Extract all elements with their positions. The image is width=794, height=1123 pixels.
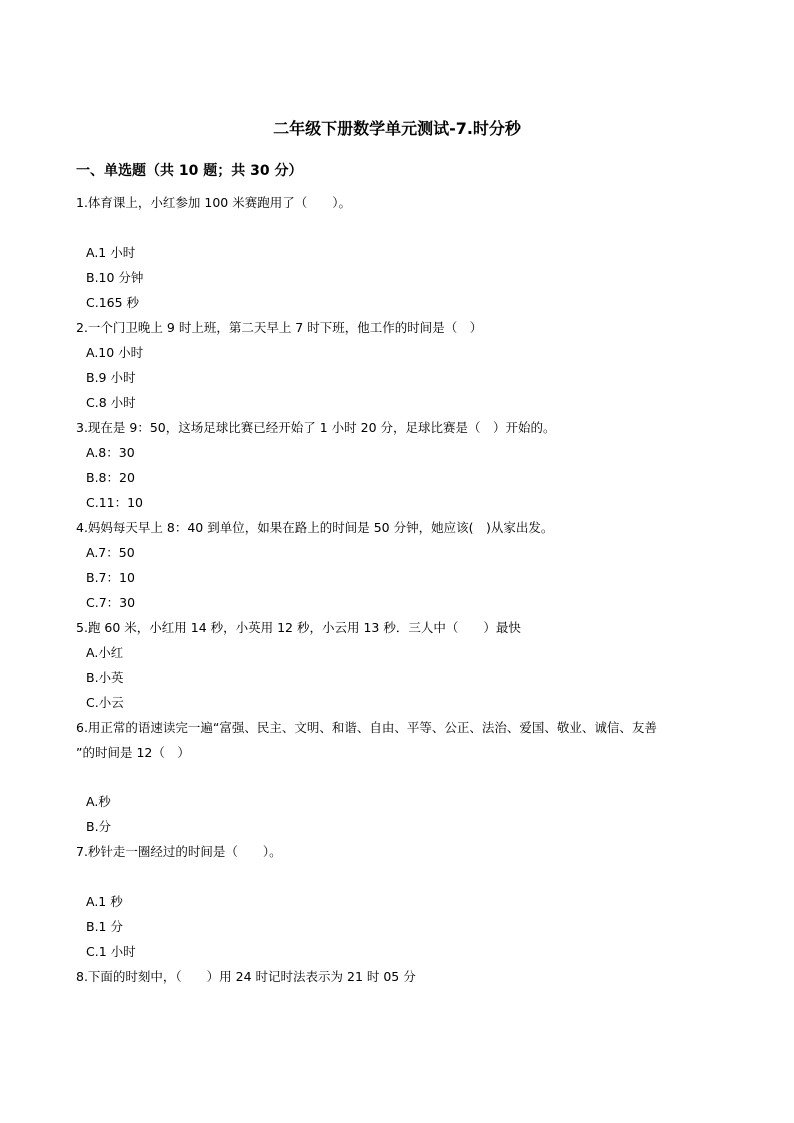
answer-option: A.1 秒 bbox=[86, 894, 123, 909]
question-stem: 4.妈妈每天早上 8：40 到单位，如果在路上的时间是 50 分钟，她应该( )从家出发。 bbox=[76, 520, 554, 535]
answer-option: C.8 小时 bbox=[86, 395, 136, 410]
question-stem: 3.现在是 9：50，这场足球比赛已经开始了 1 小时 20 分，足球比赛是（ ）开始的。 bbox=[76, 420, 556, 435]
answer-option: A.10 小时 bbox=[86, 345, 144, 360]
answer-option: B.8：20 bbox=[86, 470, 135, 485]
answer-option: C.小云 bbox=[86, 695, 124, 710]
question-stem-line-1: 6.用正常的语速读完一遍“富强、民主、文明、和谐、自由、平等、公正、法治、爱国、敬业、诚信、友善 bbox=[76, 720, 657, 735]
question-stem: 7.秒针走一圈经过的时间是（ ）。 bbox=[76, 844, 282, 859]
answer-option: A.8：30 bbox=[86, 445, 135, 460]
answer-option: C.1 小时 bbox=[86, 944, 136, 959]
answer-option: C.165 秒 bbox=[86, 295, 140, 310]
answer-option: B.9 小时 bbox=[86, 370, 136, 385]
question-stem: 5.跑 60 米，小红用 14 秒，小英用 12 秒，小云用 13 秒．三人中（ ）最快 bbox=[76, 620, 521, 635]
question-stem: 8.下面的时刻中，（ ）用 24 时记时法表示为 21 时 05 分 bbox=[76, 969, 416, 984]
question-stem-line-2: ”的时间是 12（ ） bbox=[76, 745, 190, 760]
question-stem: 2.一个门卫晚上 9 时上班，第二天早上 7 时下班，他工作的时间是（ ） bbox=[76, 320, 483, 335]
question-stem: 1.体育课上，小红参加 100 米赛跑用了（ ）。 bbox=[76, 195, 351, 210]
answer-option: A.秒 bbox=[86, 794, 111, 809]
answer-option: A.7：50 bbox=[86, 545, 135, 560]
answer-option: C.11：10 bbox=[86, 495, 144, 510]
answer-option: B.1 分 bbox=[86, 919, 123, 934]
answer-option: A.小红 bbox=[86, 645, 124, 660]
answer-option: C.7：30 bbox=[86, 595, 136, 610]
answer-option: B.小英 bbox=[86, 670, 124, 685]
section-heading: 一、单选题（共 10 题；共 30 分） bbox=[76, 163, 303, 179]
answer-option: B.分 bbox=[86, 819, 112, 834]
page-title: 二年级下册数学单元测试-7.时分秒 bbox=[273, 119, 521, 138]
answer-option: A.1 小时 bbox=[86, 245, 136, 260]
answer-option: B.10 分钟 bbox=[86, 270, 144, 285]
answer-option: B.7：10 bbox=[86, 570, 135, 585]
